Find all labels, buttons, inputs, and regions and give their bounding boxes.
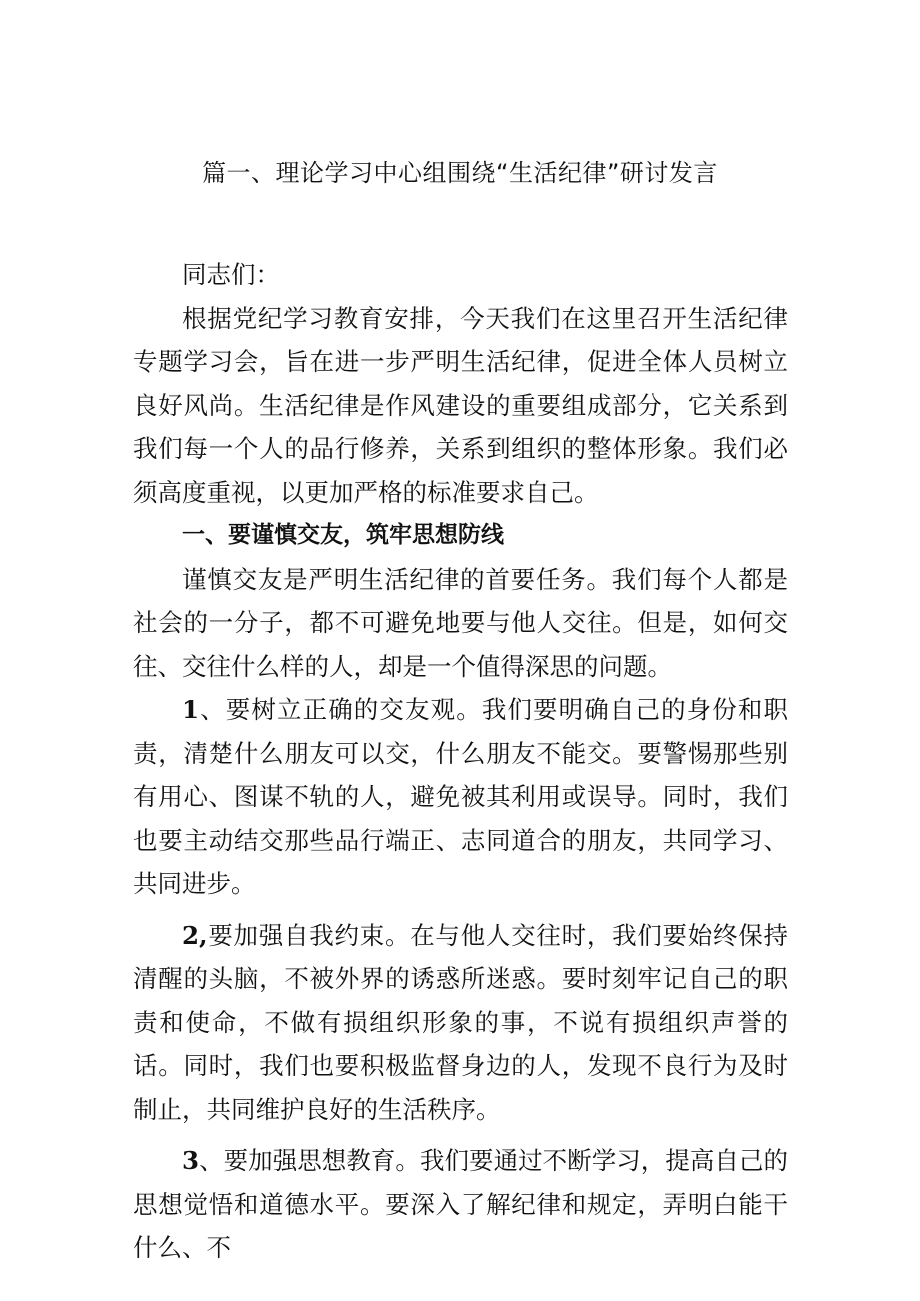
item-1-text: 、要树立正确的交友观。我们要明确自己的身份和职责，清楚什么朋友可以交，什么朋友不能交。要警惕那些别有用心、图谋不轨的人，避免被其利用或误导。同时，我们也要主动结交那些品行端正、志同道合的朋友，共同学习、共同进步。 bbox=[133, 695, 788, 898]
item-2-number: 2, bbox=[182, 920, 208, 950]
salutation: 同志们： bbox=[182, 260, 280, 289]
item-3-text: 、要加强思想教育。我们要通过不断学习，提高自己的思想觉悟和道德水平。要深入了解纪律和规定，弄明白能干什么、不 bbox=[133, 1146, 788, 1262]
intro-paragraph: 根据党纪学习教育安排，今天我们在这里召开生活纪律专题学习会，旨在进一步严明生活纪律，促进全体人员树立良好风尚。生活纪律是作风建设的重要组成部分，它关系到我们每一个人的品行修养，关系到组织的整体形象。我们必须高度重视，以更加严格的标准要求自己。 bbox=[133, 303, 788, 507]
item-3-paragraph bbox=[133, 1139, 788, 1270]
item-2-text: 要加强自我约束。在与他人交往时，我们要始终保持清醒的头脑，不被外界的诱惑所迷惑。要时刻牢记自己的职责和使命，不做有损组织形象的事，不说有损组织声誉的话。同时，我们也要积极监督身边的人，发现不良行为及时制止，共同维护良好的生活秩序。 bbox=[133, 920, 788, 1124]
item-1-paragraph bbox=[133, 688, 788, 906]
document-title: 篇一、理论学习中心组围绕“生活纪律”研讨发言 bbox=[202, 159, 718, 187]
item-3-number: 3 bbox=[182, 1146, 200, 1175]
item-1-number: 1 bbox=[182, 695, 200, 724]
item-2-paragraph bbox=[133, 914, 788, 1132]
document-body bbox=[133, 253, 788, 1270]
section-heading-1: 一、要谨慎交友，筑牢思想防线 bbox=[182, 522, 504, 548]
section-1-intro-paragraph: 谨慎交友是严明生活纪律的首要任务。我们每个人都是社会的一分子，都不可避免地要与他人交往。但是，如何交往、交往什么样的人，却是一个值得深思的问题。 bbox=[133, 564, 788, 681]
